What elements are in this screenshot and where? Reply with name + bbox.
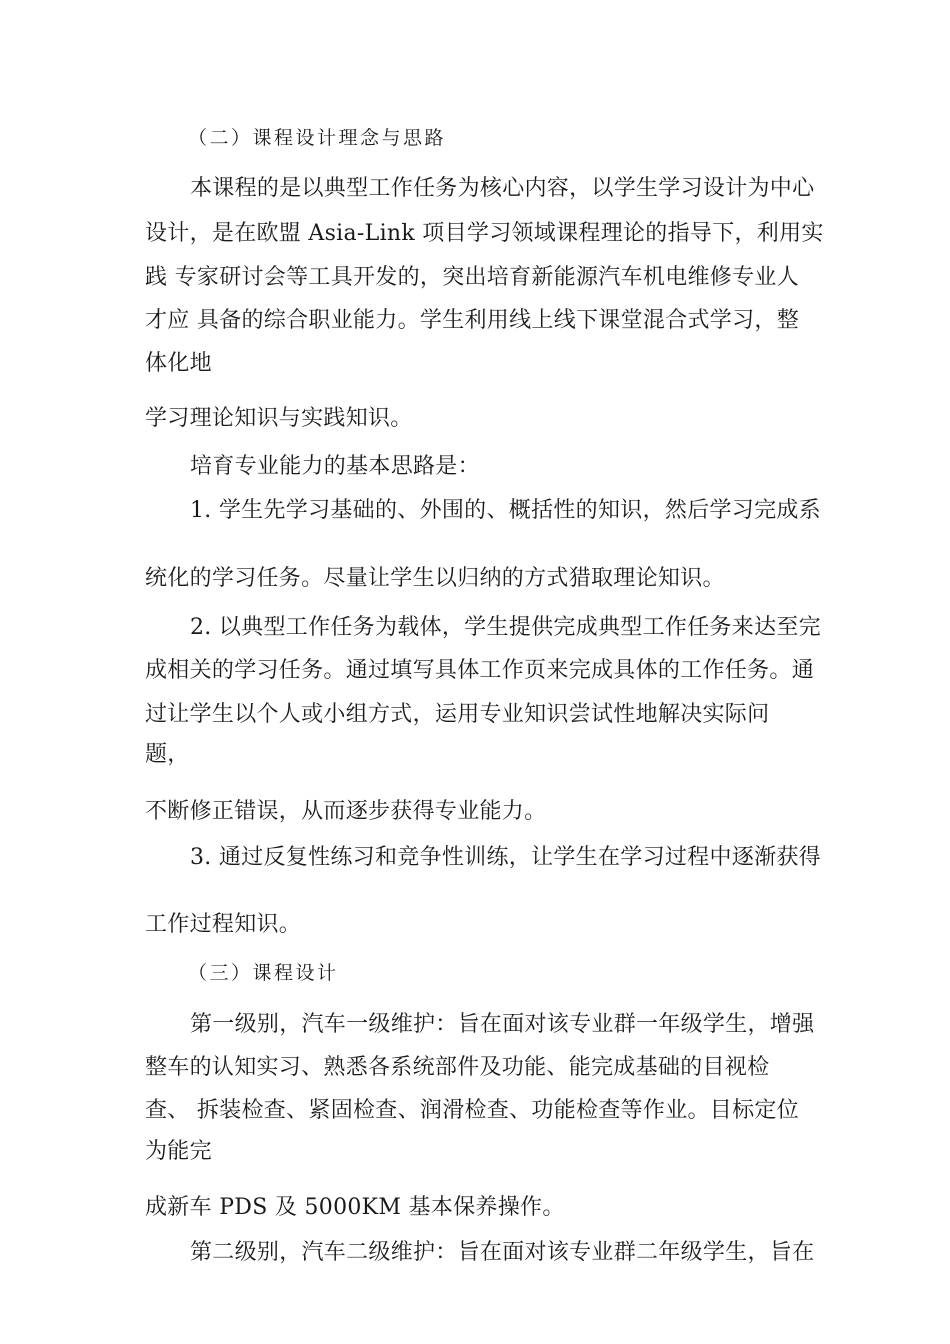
paragraph-line: 体化地 <box>145 351 212 376</box>
paragraph-line: 学习理论知识与实践知识。 <box>145 406 413 431</box>
paragraph-line: 整车的认知实习、熟悉各系统部件及功能、能完成基础的目视检 <box>145 1055 770 1080</box>
paragraph-line: 成相关的学习任务。通过填写具体工作页来完成具体的工作任务。通 <box>145 658 815 683</box>
list-item-2: 2. 以典型工作任务为载体，学生提供完成典型工作任务来达至完 <box>190 615 821 640</box>
list-item-3: 3. 通过反复性练习和竞争性训练，让学生在学习过程中逐渐获得 <box>190 845 821 870</box>
paragraph-line: 本课程的是以典型工作任务为核心内容，以学生学习设计为中心 <box>190 176 815 201</box>
paragraph-line: 查、 拆装检查、紧固检查、润滑检查、功能检查等作业。目标定位 <box>145 1098 799 1123</box>
paragraph-line: 题， <box>145 742 190 767</box>
paragraph-line: 培育专业能力的基本思路是： <box>190 454 480 479</box>
paragraph-line: 为能完 <box>145 1139 212 1164</box>
paragraph-line: 设计，是在欧盟 Asia-Link 项目学习领域课程理论的指导下，利用实 <box>145 221 824 246</box>
paragraph-line: 统化的学习任务。尽量让学生以归纳的方式猎取理论知识。 <box>145 566 725 591</box>
list-item-1: 1. 学生先学习基础的、外围的、概括性的知识，然后学习完成系 <box>190 498 821 523</box>
paragraph-line: 第二级别，汽车二级维护：旨在面对该专业群二年级学生，旨在 <box>190 1240 815 1265</box>
paragraph-line: 才应 具备的综合职业能力。学生利用线上线下课堂混合式学习，整 <box>145 308 799 333</box>
section-heading-3: （三）课程设计 <box>188 962 339 984</box>
paragraph-line: 第一级别，汽车一级维护：旨在面对该专业群一年级学生，增强 <box>190 1012 815 1037</box>
paragraph-line: 成新车 PDS 及 5000KM 基本保养操作。 <box>145 1195 565 1220</box>
paragraph-line: 践 专家研讨会等工具开发的，突出培育新能源汽车机电维修专业人 <box>145 265 799 290</box>
paragraph-line: 工作过程知识。 <box>145 912 302 937</box>
paragraph-line: 过让学生以个人或小组方式，运用专业知识尝试性地解决实际问 <box>145 702 770 727</box>
paragraph-line: 不断修正错误，从而逐步获得专业能力。 <box>145 799 547 824</box>
section-heading-2: （二）课程设计理念与思路 <box>188 127 447 149</box>
